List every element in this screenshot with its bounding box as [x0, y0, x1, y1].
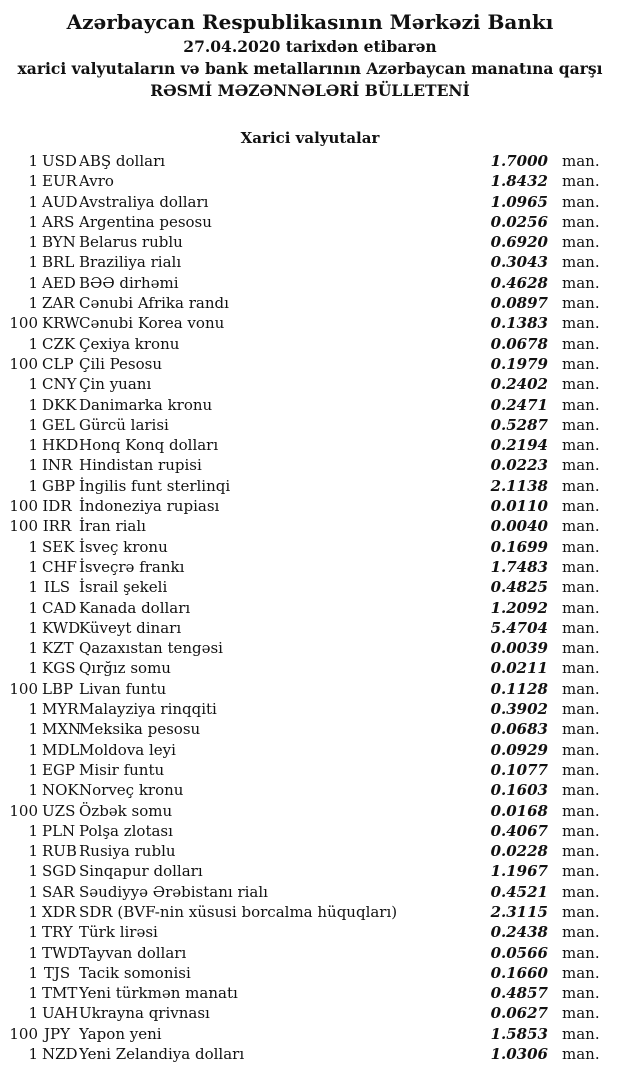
currency-code: UZS — [42, 801, 76, 820]
rate-row — [0, 719, 620, 739]
currency-name: SDR (BVF-nin xüsusi borcalma hüquqları) — [79, 902, 398, 921]
quantity: 1 — [28, 334, 38, 353]
currency-code: ZAR — [42, 294, 75, 313]
rate-value: 0.6920 — [490, 233, 548, 252]
quantity: 1 — [28, 700, 38, 719]
quantity: 1 — [28, 882, 38, 901]
currency-code: BRL — [42, 253, 75, 272]
unit-label: man. — [562, 517, 600, 536]
currency-name: Danimarka kronu — [79, 395, 213, 414]
rate-value: 1.7483 — [490, 557, 548, 576]
rate-row — [0, 395, 620, 415]
currency-code: KWD — [42, 618, 81, 637]
rate-value: 0.4825 — [490, 578, 548, 597]
rate-row — [0, 1003, 620, 1023]
currency-name: Argentina pesosu — [79, 212, 212, 231]
rate-row — [0, 557, 620, 577]
bank-name: Azərbaycan Respublikasının Mərkəzi Bankı — [66, 10, 554, 34]
rate-value: 0.0110 — [490, 497, 548, 516]
currency-code: CHF — [42, 557, 77, 576]
unit-label: man. — [562, 700, 600, 719]
unit-label: man. — [562, 1045, 600, 1064]
unit-label: man. — [562, 375, 600, 394]
quantity: 1 — [28, 1045, 38, 1064]
currency-code: TWD — [42, 943, 80, 962]
unit-label: man. — [562, 760, 600, 779]
rate-row — [0, 638, 620, 658]
rate-row — [0, 212, 620, 232]
currency-code: AUD — [42, 192, 78, 211]
quantity: 1 — [28, 456, 38, 475]
unit-label: man. — [562, 172, 600, 191]
currency-code: EGP — [42, 760, 76, 779]
rate-row — [0, 192, 620, 212]
currency-name: Norveç kronu — [79, 781, 184, 800]
currency-name: Özbək somu — [79, 801, 173, 820]
rate-value: 0.1383 — [490, 314, 548, 333]
currency-code: AED — [42, 273, 76, 292]
rate-row — [0, 313, 620, 333]
rate-value: 0.0228 — [490, 842, 548, 861]
currency-name: Misir funtu — [79, 760, 165, 779]
currency-name: Küveyt dinarı — [79, 618, 182, 637]
quantity: 100 — [9, 497, 38, 516]
currency-name: Avro — [79, 172, 114, 191]
unit-label: man. — [562, 212, 600, 231]
quantity: 1 — [28, 476, 38, 495]
currency-code: TJS — [43, 963, 71, 982]
subject-line: xarici valyutaların və bank metallarının Azərbaycan manatına qarşı — [17, 59, 603, 78]
currency-name: Yeni Zelandiya dolları — [79, 1045, 245, 1064]
rate-row — [0, 740, 620, 760]
rate-value: 1.1967 — [490, 862, 548, 881]
quantity: 1 — [28, 984, 38, 1003]
unit-label: man. — [562, 557, 600, 576]
currency-code: KRW — [42, 314, 80, 333]
unit-label: man. — [562, 395, 600, 414]
rate-value: 0.1128 — [490, 679, 548, 698]
unit-label: man. — [562, 720, 600, 739]
rate-value: 0.5287 — [490, 415, 548, 434]
unit-label: man. — [562, 537, 600, 556]
currency-name: Yeni türkmən manatı — [79, 984, 238, 1003]
unit-label: man. — [562, 598, 600, 617]
currency-name: Çin yuanı — [79, 375, 152, 394]
unit-label: man. — [562, 233, 600, 252]
quantity: 1 — [28, 1004, 38, 1023]
quantity: 1 — [28, 294, 38, 313]
currency-code: SGD — [42, 862, 77, 881]
unit-label: man. — [562, 984, 600, 1003]
rate-value: 2.1138 — [490, 476, 548, 495]
quantity: 1 — [28, 862, 38, 881]
currency-name: Qazaxıstan tengəsi — [79, 639, 223, 658]
rate-row — [0, 780, 620, 800]
quantity: 100 — [9, 1024, 38, 1043]
rate-value: 0.0683 — [490, 720, 548, 739]
currency-name: Hindistan rupisi — [79, 456, 202, 475]
rate-row — [0, 821, 620, 841]
unit-label: man. — [562, 618, 600, 637]
currency-code: TMT — [42, 984, 78, 1003]
currency-name: İsrail şekeli — [79, 578, 168, 597]
rate-value: 0.1077 — [490, 760, 548, 779]
unit-label: man. — [562, 679, 600, 698]
quantity: 1 — [28, 578, 38, 597]
currency-name: Livan funtu — [79, 679, 167, 698]
currency-code: CNY — [42, 375, 77, 394]
unit-label: man. — [562, 192, 600, 211]
unit-label: man. — [562, 334, 600, 353]
rate-row — [0, 760, 620, 780]
quantity: 1 — [28, 395, 38, 414]
unit-label: man. — [562, 314, 600, 333]
effective-date-line: 27.04.2020 tarixdən etibarən — [183, 37, 437, 56]
rate-value: 0.0929 — [490, 740, 548, 759]
currency-code: CLP — [42, 354, 74, 373]
rate-row — [0, 983, 620, 1003]
currency-code: SEK — [42, 537, 75, 556]
currency-name: İsveç kronu — [79, 537, 168, 556]
quantity: 1 — [28, 273, 38, 292]
rate-value: 1.5853 — [490, 1024, 548, 1043]
rates-table — [0, 151, 620, 1064]
rate-row — [0, 293, 620, 313]
quantity: 1 — [28, 618, 38, 637]
currency-name: Yapon yeni — [79, 1024, 162, 1043]
unit-label: man. — [562, 415, 600, 434]
unit-label: man. — [562, 354, 600, 373]
currency-name: İran rialı — [79, 517, 146, 536]
rate-row — [0, 902, 620, 922]
quantity: 1 — [28, 598, 38, 617]
quantity: 1 — [28, 212, 38, 231]
unit-label: man. — [562, 923, 600, 942]
unit-label: man. — [562, 152, 600, 170]
bulletin-title: RƏSMİ MƏZƏNNƏLƏRİ BÜLLETENİ — [150, 81, 470, 100]
unit-label: man. — [562, 436, 600, 455]
unit-label: man. — [562, 943, 600, 962]
rate-row — [0, 496, 620, 516]
currency-name: BƏƏ dirhəmi — [79, 273, 179, 292]
currency-name: Çili Pesosu — [79, 354, 163, 373]
currency-code: KZT — [42, 639, 74, 658]
currency-name: Ukrayna qrivnası — [79, 1004, 210, 1023]
quantity: 1 — [28, 963, 38, 982]
unit-label: man. — [562, 842, 600, 861]
rate-row — [0, 943, 620, 963]
unit-label: man. — [562, 294, 600, 313]
quantity: 100 — [9, 354, 38, 373]
quantity: 1 — [28, 842, 38, 861]
rate-value: 0.2402 — [490, 375, 548, 394]
rate-value: 0.1979 — [490, 354, 548, 373]
rate-row — [0, 435, 620, 455]
unit-label: man. — [562, 862, 600, 881]
rate-row — [0, 273, 620, 293]
quantity: 1 — [28, 557, 38, 576]
currency-name: Moldova leyi — [79, 740, 176, 759]
currency-code: DKK — [42, 395, 77, 414]
rate-row — [0, 577, 620, 597]
rate-value: 0.0211 — [490, 659, 548, 678]
rate-value: 0.3902 — [490, 700, 548, 719]
quantity: 1 — [28, 720, 38, 739]
unit-label: man. — [562, 882, 600, 901]
rate-value: 0.2471 — [490, 395, 548, 414]
quantity: 1 — [28, 943, 38, 962]
currency-name: Türk lirəsi — [79, 923, 158, 942]
unit-label: man. — [562, 740, 600, 759]
currency-code: XDR — [42, 902, 76, 921]
currency-code: CZK — [42, 334, 76, 353]
quantity: 100 — [9, 679, 38, 698]
quantity: 1 — [28, 781, 38, 800]
currency-code: ARS — [42, 212, 75, 231]
quantity: 100 — [9, 517, 38, 536]
rate-row — [0, 618, 620, 638]
currency-name: İngilis funt sterlinqi — [79, 476, 231, 495]
section-title: Xarici valyutalar — [240, 129, 380, 147]
quantity: 1 — [28, 639, 38, 658]
currency-name: Braziliya rialı — [79, 253, 182, 272]
rate-value: 0.2194 — [490, 436, 548, 455]
currency-code: GEL — [42, 415, 75, 434]
currency-code: NZD — [42, 1045, 78, 1064]
currency-name: Tayvan dolları — [79, 943, 187, 962]
rate-row — [0, 537, 620, 557]
rate-value: 0.0223 — [490, 456, 548, 475]
rate-row — [0, 455, 620, 475]
currency-code: HKD — [42, 436, 79, 455]
quantity: 100 — [9, 801, 38, 820]
rate-row — [0, 963, 620, 983]
rate-value: 5.4704 — [490, 618, 548, 637]
quantity: 1 — [28, 740, 38, 759]
rate-row — [0, 476, 620, 496]
currency-name: Kanada dolları — [79, 598, 191, 617]
currency-name: Rusiya rublu — [79, 842, 176, 861]
quantity: 100 — [9, 314, 38, 333]
currency-name: İsveçrə frankı — [79, 557, 185, 576]
rate-row — [0, 598, 620, 618]
unit-label: man. — [562, 578, 600, 597]
currency-code: INR — [42, 456, 73, 475]
rate-value: 0.1603 — [490, 781, 548, 800]
currency-code: EUR — [42, 172, 77, 191]
unit-label: man. — [562, 253, 600, 272]
rate-value: 0.4067 — [490, 821, 548, 840]
unit-label: man. — [562, 497, 600, 516]
currency-name: Tacik somonisi — [79, 963, 191, 982]
rate-value: 1.7000 — [490, 152, 548, 170]
unit-label: man. — [562, 902, 600, 921]
currency-code: JPY — [43, 1024, 70, 1043]
rate-row — [0, 1024, 620, 1044]
unit-label: man. — [562, 801, 600, 820]
currency-code: ILS — [43, 578, 71, 597]
currency-code: BYN — [42, 233, 76, 252]
rate-value: 1.2092 — [490, 598, 548, 617]
quantity: 1 — [28, 902, 38, 921]
rate-value: 0.0039 — [490, 639, 548, 658]
currency-name: Polşa zlotası — [79, 821, 173, 840]
quantity: 1 — [28, 436, 38, 455]
currency-code: MDL — [42, 740, 80, 759]
rate-row — [0, 699, 620, 719]
unit-label: man. — [562, 659, 600, 678]
currency-code: PLN — [42, 821, 76, 840]
unit-label: man. — [562, 639, 600, 658]
currency-code: IRR — [42, 517, 72, 536]
currency-name: Cənubi Korea vonu — [79, 314, 225, 333]
unit-label: man. — [562, 963, 600, 982]
unit-label: man. — [562, 476, 600, 495]
rate-row — [0, 252, 620, 272]
rate-row — [0, 1044, 620, 1064]
quantity: 1 — [28, 172, 38, 191]
quantity: 1 — [28, 415, 38, 434]
currency-name: İndoneziya rupiası — [79, 497, 220, 516]
currency-code: MYR — [42, 700, 79, 719]
rate-value: 1.0306 — [490, 1045, 548, 1064]
currency-name: Meksika pesosu — [79, 720, 201, 739]
currency-code: SAR — [42, 882, 75, 901]
rate-row — [0, 415, 620, 435]
currency-code: RUB — [42, 842, 77, 861]
currency-code: USD — [42, 152, 77, 170]
rate-row — [0, 658, 620, 678]
unit-label: man. — [562, 821, 600, 840]
quantity: 1 — [28, 152, 38, 170]
quantity: 1 — [28, 233, 38, 252]
unit-label: man. — [562, 1004, 600, 1023]
currency-code: NOK — [42, 781, 79, 800]
rate-row — [0, 922, 620, 942]
rate-value: 0.0897 — [490, 294, 548, 313]
currency-name: Honq Konq dolları — [79, 436, 219, 455]
rate-value: 0.0678 — [490, 334, 548, 353]
rate-value: 0.4628 — [490, 273, 548, 292]
currency-name: Gürcü larisi — [79, 415, 169, 434]
quantity: 1 — [28, 192, 38, 211]
rate-value: 0.1699 — [490, 537, 548, 556]
rate-row — [0, 334, 620, 354]
rate-row — [0, 801, 620, 821]
rate-row — [0, 171, 620, 191]
currency-name: Qırğız somu — [79, 659, 171, 678]
rate-value: 0.2438 — [490, 923, 548, 942]
currency-name: Cənubi Afrika randı — [79, 294, 229, 313]
rate-value: 0.0566 — [490, 943, 548, 962]
rate-value: 0.4521 — [490, 882, 548, 901]
quantity: 1 — [28, 253, 38, 272]
currency-code: MXN — [42, 720, 82, 739]
rate-value: 0.0256 — [490, 212, 548, 231]
currency-code: LBP — [42, 679, 74, 698]
rate-value: 0.4857 — [490, 984, 548, 1003]
quantity: 1 — [28, 760, 38, 779]
rate-row — [0, 841, 620, 861]
currency-name: Malayziya rinqqiti — [79, 700, 217, 719]
rate-value: 0.0168 — [490, 801, 548, 820]
currency-name: ABŞ dolları — [79, 152, 166, 170]
currency-code: CAD — [42, 598, 77, 617]
unit-label: man. — [562, 456, 600, 475]
rate-row — [0, 151, 620, 171]
currency-name: Belarus rublu — [79, 233, 183, 252]
quantity: 1 — [28, 821, 38, 840]
rate-row — [0, 374, 620, 394]
currency-code: KGS — [42, 659, 76, 678]
currency-name: Sinqapur dolları — [79, 862, 203, 881]
currency-code: UAH — [42, 1004, 79, 1023]
currency-name: Səudiyyə Ərəbistanı rialı — [79, 882, 268, 901]
quantity: 1 — [28, 375, 38, 394]
rate-value: 0.1660 — [490, 963, 548, 982]
rate-row — [0, 354, 620, 374]
rate-row — [0, 882, 620, 902]
quantity: 1 — [28, 923, 38, 942]
rate-row — [0, 516, 620, 536]
quantity: 1 — [28, 659, 38, 678]
currency-name: Çexiya kronu — [79, 334, 180, 353]
rate-value: 0.0627 — [490, 1004, 548, 1023]
rate-value: 2.3115 — [490, 902, 548, 921]
currency-code: IDR — [42, 497, 72, 516]
currency-code: TRY — [42, 923, 73, 942]
rate-value: 0.0040 — [490, 517, 548, 536]
quantity: 1 — [28, 537, 38, 556]
rate-row — [0, 232, 620, 252]
currency-code: GBP — [42, 476, 76, 495]
rate-value: 1.8432 — [490, 172, 548, 191]
unit-label: man. — [562, 273, 600, 292]
unit-label: man. — [562, 781, 600, 800]
currency-name: Avstraliya dolları — [79, 192, 209, 211]
rate-value: 0.3043 — [490, 253, 548, 272]
rate-row — [0, 679, 620, 699]
rate-row — [0, 861, 620, 881]
unit-label: man. — [562, 1024, 600, 1043]
rate-value: 1.0965 — [490, 192, 548, 211]
